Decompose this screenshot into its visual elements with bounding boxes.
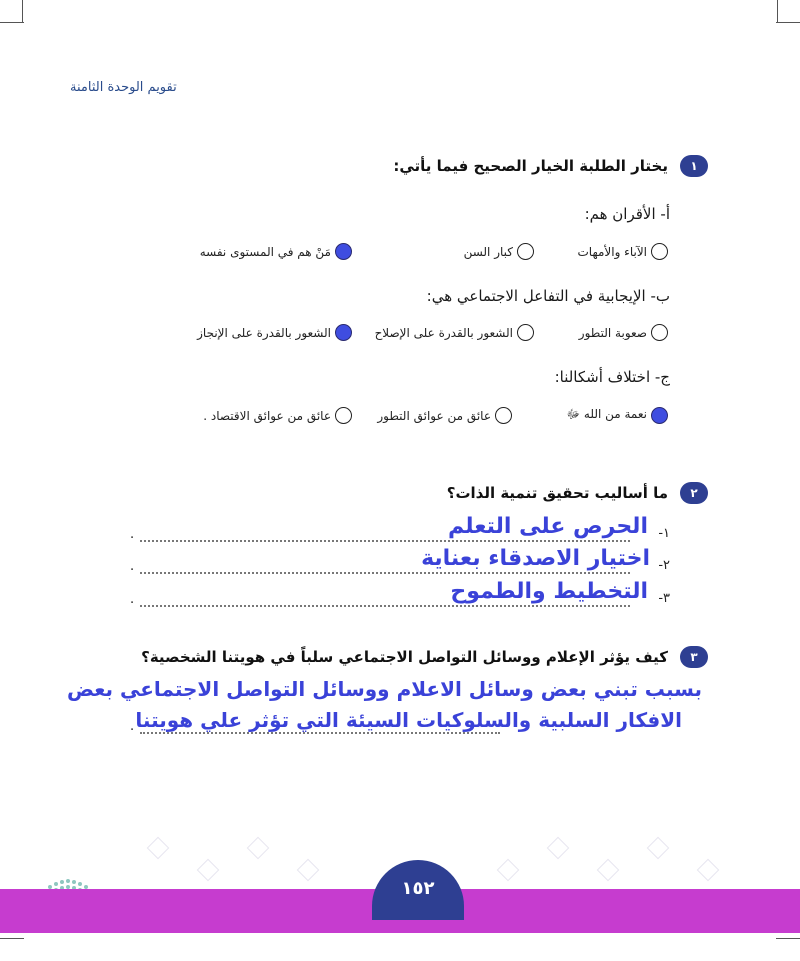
radio-button-selected[interactable] [335, 324, 352, 341]
option-elders[interactable] [464, 243, 534, 260]
question-badge: ١ [680, 155, 708, 177]
option-label: كبار السن [463, 244, 513, 259]
handwritten-answer-line-2: الافكار السلبية والسلوكيات السيئة التي تؤثر علي هويتنا [135, 708, 682, 732]
sub-question-a: أ- الأقران هم: [584, 205, 670, 223]
option-label: الشعور بالقدرة على الإنجاز [197, 325, 331, 340]
radio-button[interactable] [651, 243, 668, 260]
unit-title: تقويم الوحدة الثامنة [70, 80, 177, 95]
line-number: ٣- [658, 591, 670, 606]
option-label: عائق من عوائق التطور [377, 408, 491, 423]
option-label: مَنْ هم في المستوى نفسه [199, 244, 331, 259]
option-label: نعمة من الله ﷻ [566, 407, 647, 421]
handwritten-answer-line-1: بسبب تبني بعض وسائل الاعلام ووسائل التواصل الاجتماعي بعض [66, 677, 702, 701]
crop-mark [0, 938, 24, 939]
decorative-pattern [497, 859, 520, 882]
question-2-header [447, 482, 708, 504]
question-3-header [141, 646, 708, 668]
handwritten-answer-2: اختيار الاصدقاء بعناية [421, 546, 650, 571]
option-label: الشعور بالقدرة على الإصلاح [374, 325, 513, 340]
option-achievement[interactable] [197, 324, 352, 341]
radio-button[interactable] [335, 407, 352, 424]
crop-mark [22, 0, 23, 22]
line-number: ١- [658, 526, 670, 541]
question-text: ما أساليب تحقيق تنمية الذات؟ [446, 484, 668, 502]
sub-question-c: ج- اختلاف أشكالنا: [554, 368, 670, 386]
decorative-pattern [147, 837, 170, 860]
question-text: كيف يؤثر الإعلام ووسائل التواصل الاجتماعي سلباً في هويتنا الشخصية؟ [141, 648, 668, 666]
crop-mark [776, 938, 800, 939]
option-econ-obstacle[interactable] [203, 407, 352, 424]
decorative-pattern [197, 859, 220, 882]
option-label: عائق من عوائق الاقتصاد . [203, 408, 331, 423]
dotted-line [140, 732, 500, 734]
radio-button[interactable] [495, 407, 512, 424]
dotted-line [140, 572, 630, 574]
sub-question-b: ب- الإيجابية في التفاعل الاجتماعي هي: [426, 287, 670, 305]
radio-button[interactable] [651, 324, 668, 341]
question-badge: ٣ [680, 646, 708, 668]
radio-button-selected[interactable] [335, 243, 352, 260]
crop-mark [0, 22, 24, 23]
handwritten-answer-3: التخطيط والطموح [450, 579, 648, 604]
question-badge: ٢ [680, 482, 708, 504]
decorative-pattern [247, 837, 270, 860]
option-reform[interactable] [375, 324, 534, 341]
line-end: . [130, 527, 135, 542]
option-label: الآباء والأمهات [577, 244, 647, 259]
option-blessing[interactable] [567, 407, 668, 424]
question-text: يختار الطلبة الخيار الصحيح فيما يأتي: [393, 157, 668, 175]
line-end: . [130, 592, 135, 607]
crop-mark [777, 0, 778, 22]
decorative-pattern [697, 859, 720, 882]
decorative-pattern [647, 837, 670, 860]
option-label: صعوبة التطور [578, 325, 647, 340]
option-same-level[interactable] [200, 243, 352, 260]
handwritten-answer-1: الحرص على التعلم [448, 514, 648, 539]
option-parents[interactable] [577, 243, 668, 260]
page-number-tab [372, 860, 464, 920]
radio-button[interactable] [517, 324, 534, 341]
option-dev-obstacle[interactable] [377, 407, 512, 424]
option-difficulty[interactable] [579, 324, 668, 341]
question-1-header [393, 155, 708, 177]
line-number: ٢- [658, 558, 670, 573]
radio-button-selected[interactable] [651, 407, 668, 424]
crop-mark [776, 22, 800, 23]
decorative-pattern [547, 837, 570, 860]
dotted-line [140, 540, 630, 542]
decorative-pattern [597, 859, 620, 882]
page-number: ١٥٢ [401, 878, 435, 899]
radio-button[interactable] [517, 243, 534, 260]
dotted-line [140, 605, 630, 607]
line-end: . [130, 719, 135, 734]
decorative-pattern [297, 859, 320, 882]
line-end: . [130, 559, 135, 574]
